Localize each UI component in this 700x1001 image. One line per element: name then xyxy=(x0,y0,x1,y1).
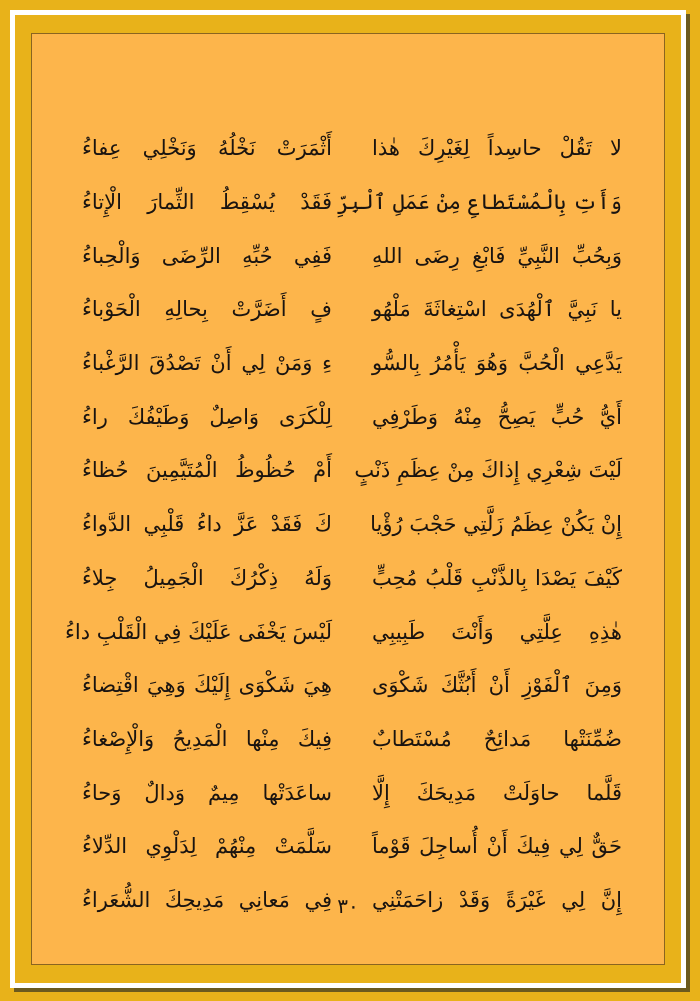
verse-9 xyxy=(82,552,622,606)
page-number: ٣٠ xyxy=(337,894,359,918)
verse-14-first-hemistich: حَقٌّ لِي فِيكَ أَنْ أُساجِلَ قَوْماً xyxy=(372,834,622,859)
verse-5-second-hemistich: ءِ وَمَنْ لِي أَنْ تَصْدُقَ الرَّغْباءُ xyxy=(82,351,332,376)
verse-7-first-hemistich: لَيْتَ شِعْرِي إِذاكَ مِنْ عِظَمِ ذَنْبٍ xyxy=(354,458,622,483)
verse-4-first-hemistich: يا نَبِيَّ ٱلْهُدَى اسْتِغاثَةَ مَلْهُو xyxy=(372,297,622,322)
verse-5-first-hemistich: يَدَّعِي الْحُبَّ وَهُوَ يَأْمُرُ بِالسُّو xyxy=(372,351,622,376)
book-page xyxy=(31,33,665,965)
verse-11-first-hemistich: وَمِنَ ٱلْفَوْزِ أَنْ أَبُثَّكَ شَكْوَى xyxy=(372,673,622,698)
verse-9-second-hemistich: وَلَهُ ذِكْرُكَ الْجَمِيلُ جِلاءُ xyxy=(82,565,332,590)
verse-2 xyxy=(82,176,622,230)
verse-2-first-hemistich: وَأَتِ بِالْمُسْتَطاعِ مِنْ عَمَلِ ٱلْبِرِّ xyxy=(336,190,622,215)
verse-10-second-hemistich: لَيْسَ يَخْفَى عَلَيْكَ فِي الْقَلْبِ داءُ xyxy=(65,619,332,644)
verse-9-first-hemistich: كَيْفَ يَصْدَا بِالذَّنْبِ قَلْبُ مُحِبٍّ xyxy=(372,565,622,590)
verse-12-first-hemistich: ضُمِّنَتْها مَدائِحٌ مُسْتَطابٌ xyxy=(372,726,622,751)
verse-10-first-hemistich: هٰذِهِ عِلَّتِي وَأَنْتَ طَبِيبِي xyxy=(372,619,622,644)
verse-13 xyxy=(82,766,622,820)
verse-3-second-hemistich: فَفِي حُبِّهِ الرِّضَى وَالْحِباءُ xyxy=(82,243,332,268)
verse-8 xyxy=(82,498,622,552)
verse-4 xyxy=(82,283,622,337)
verse-8-first-hemistich: إِنْ يَكُنْ عِظَمُ زَلَّتِي حَجْبَ رُؤْيا xyxy=(370,512,622,537)
verse-1 xyxy=(82,122,622,176)
verse-8-second-hemistich: كَ فَقَدْ عَزَّ داءُ قَلْبِي الدَّواءُ xyxy=(82,512,332,537)
verse-13-second-hemistich: ساعَدَتْها مِيمٌ وَدالٌ وَحاءُ xyxy=(82,780,332,805)
verse-3 xyxy=(82,229,622,283)
poem xyxy=(65,122,622,927)
verse-11 xyxy=(82,659,622,713)
verse-14-second-hemistich: سَلَّمَتْ مِنْهُمْ لِدَلْوِي الدِّلاءُ xyxy=(82,834,332,859)
verse-12 xyxy=(82,713,622,767)
inner-frame xyxy=(15,15,681,983)
verse-6-second-hemistich: لِلْكَرَى وَاصِلٌ وَطَيْفُكَ راءُ xyxy=(82,404,332,429)
outer-frame xyxy=(10,10,686,988)
verse-15-second-hemistich: فِي مَعانِي مَدِيحِكَ الشُّعَراءُ xyxy=(82,887,332,912)
verse-4-second-hemistich: فٍ أَضَرَّتْ بِحالِهِ الْحَوْباءُ xyxy=(82,297,332,322)
verse-14 xyxy=(82,820,622,874)
verse-15-first-hemistich: إِنَّ لِي غَيْرَةً وَقَدْ زاحَمَتْنِي xyxy=(372,887,622,912)
verse-2-second-hemistich: فَقَدْ يُسْقِطُ الثِّمارَ الْإِتاءُ xyxy=(82,190,332,215)
verse-5 xyxy=(82,337,622,391)
verse-6 xyxy=(82,390,622,444)
verse-13-first-hemistich: قَلَّما حاوَلَتْ مَدِيحَكَ إِلَّا xyxy=(372,780,622,805)
verse-10 xyxy=(65,605,622,659)
verse-1-first-hemistich: لا تَقُلْ حاسِداً لِغَيْرِكَ هٰذا xyxy=(372,136,622,161)
verse-12-second-hemistich: فِيكَ مِنْها الْمَدِيحُ وَالْإِصْغاءُ xyxy=(82,726,332,751)
verse-3-first-hemistich: وَبِحُبِّ النَّبِيِّ فَابْغِ رِضَى اللهِ xyxy=(372,243,622,268)
verse-7 xyxy=(82,444,622,498)
verse-1-second-hemistich: أَثْمَرَتْ نَخْلُهُ وَنَخْلِي عِفاءُ xyxy=(82,136,332,161)
verse-6-first-hemistich: أَيُّ حُبٍّ يَصِحُّ مِنْهُ وَطَرْفِي xyxy=(372,404,622,429)
verse-7-second-hemistich: أَمْ حُظُوظُ الْمُتَيَّمِينَ حُظاءُ xyxy=(82,458,332,483)
verse-11-second-hemistich: هِيَ شَكْوَى إِلَيْكَ وَهِيَ اقْتِضاءُ xyxy=(82,673,332,698)
